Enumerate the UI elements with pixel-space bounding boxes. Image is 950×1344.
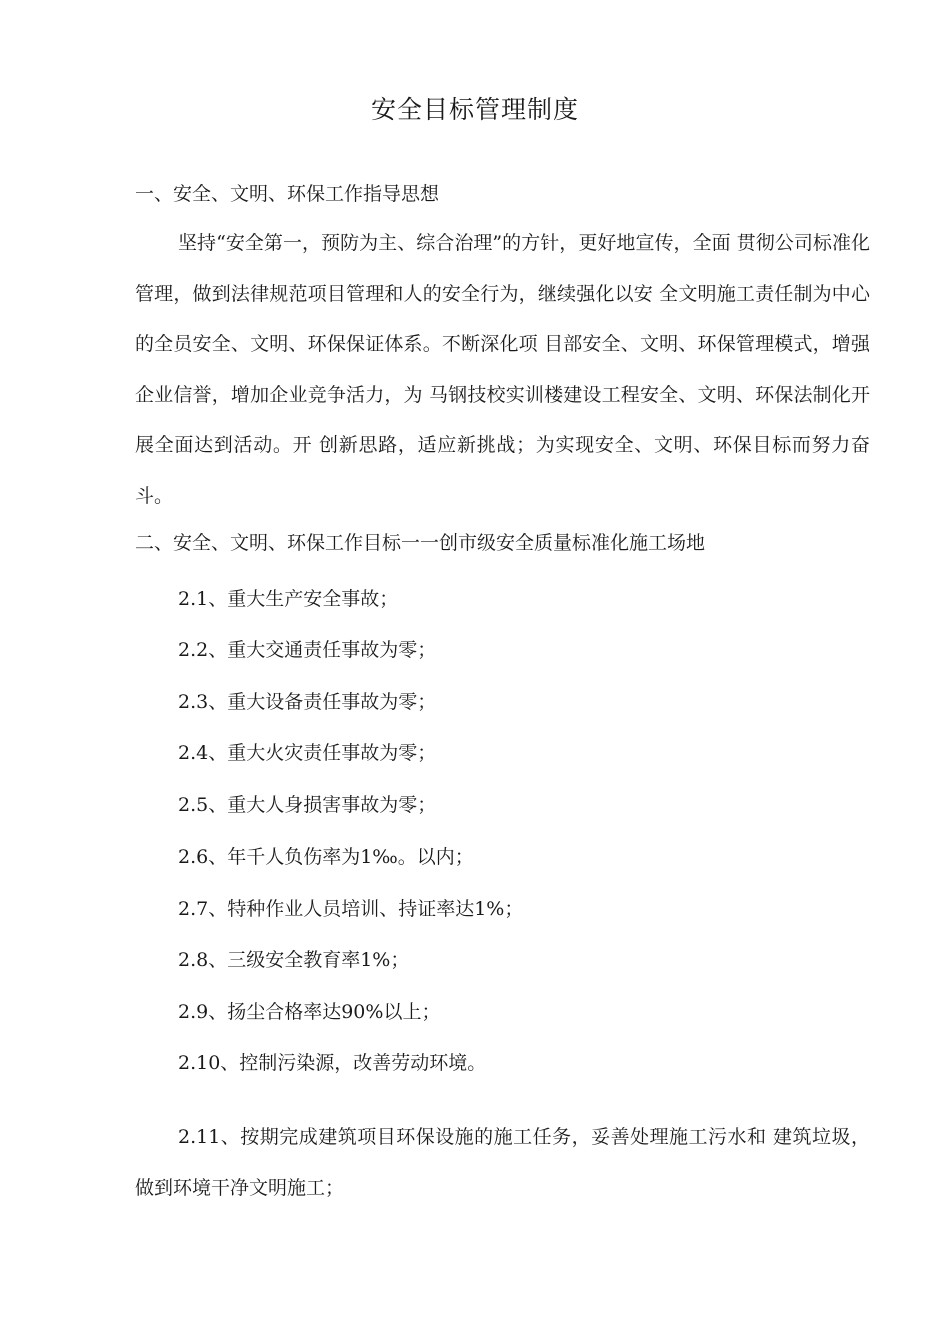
- goal-item: 2.1、重大生产安全事故；: [178, 588, 399, 610]
- goal-item: 2.9、扬尘合格率达90%以上；: [178, 1001, 441, 1023]
- goal-item: 2.6、年千人负伤率为1‰。以内；: [178, 846, 474, 868]
- document-title: 安全目标管理制度: [370, 95, 579, 124]
- goal-item: 2.3、重大设备责任事故为零；: [178, 691, 437, 713]
- section-1-heading: 一、安全、文明、环保工作指导思想: [135, 183, 440, 205]
- section-2-heading: 二、安全、文明、环保工作目标一一创市级安全质量标准化施工场地: [135, 532, 706, 554]
- goal-item: 2.10、控制污染源，改善劳动环境。: [178, 1052, 487, 1074]
- goal-item: 2.5、重大人身损害事故为零；: [178, 794, 437, 816]
- goal-item: 2.4、重大火灾责任事故为零；: [178, 742, 437, 764]
- goal-item: 2.8、三级安全教育率1%；: [178, 949, 410, 971]
- goal-item: 2.2、重大交通责任事故为零；: [178, 639, 437, 661]
- goal-item: 2.7、特种作业人员培训、持证率达1%；: [178, 898, 524, 920]
- goal-item-11: 2.11、按期完成建筑项目环保设施的施工任务，妥善处理施工污水和 建筑垃圾，做到环境干净文明施工；: [135, 1126, 870, 1199]
- section-1-paragraph: 坚持“安全第一，预防为主、综合治理”的方针，更好地宣传，全面 贯彻公司标准化管理，做到法律规范项目管理和人的安全行为，继续强化以安 全文明施工责任制为中心的全员安全、文明、环保保证体系。不断深化项 目部安全、文明、环保管理模式，增强企业信誉，增加企业竞争活力，为 马钢技校实训楼建设工程安全、文明、环保法制化开展全面达到活动。开 创新思路，适应新挑战；为实现安全、文明、环保目标而努力奋斗。: [135, 232, 870, 507]
